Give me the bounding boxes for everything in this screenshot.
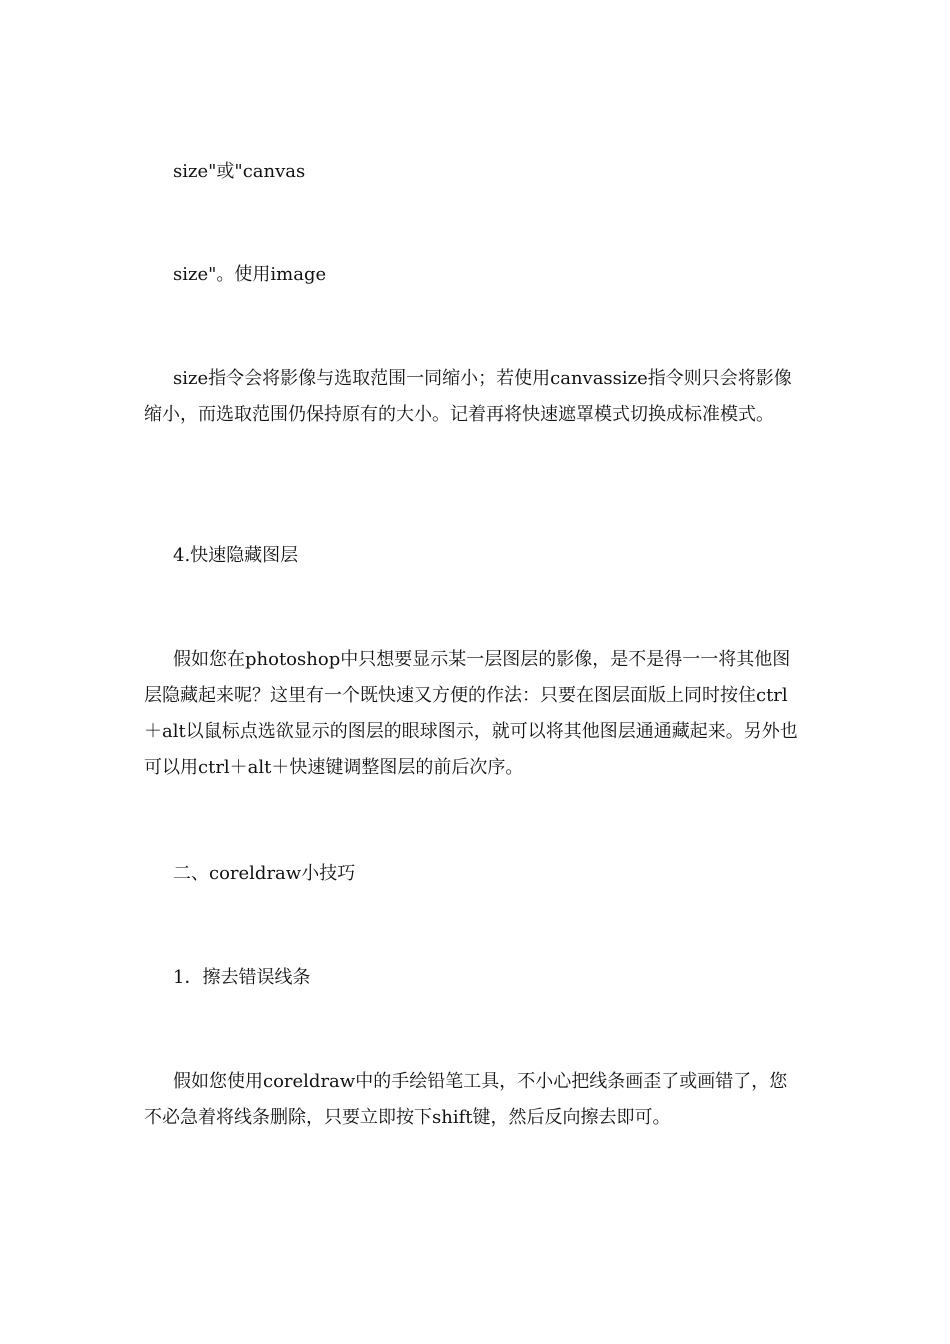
paragraph-size-command: size指令会将影像与选取范围一同缩小；若使用canvassize指令则只会将影像缩小，而选取范围仍保持原有的大小。记着再将快速遮罩模式切换成标准模式。	[144, 368, 792, 425]
paragraph-hide-layers: 假如您在photoshop中只想要显示某一层图层的影像，是不是得一一将其他图层隐藏起来呢？这里有一个既快速又方便的作法：只要在图层面版上同时按住ctrl＋alt以鼠标点选欲显示的图层的眼球图示，就可以将其他图层通通藏起来。另外也可以用ctrl＋alt＋快速键调整图层的前后次序。	[144, 649, 798, 778]
paragraph-erase-lines: 假如您使用coreldraw中的手绘铅笔工具，不小心把线条画歪了或画错了，您不必急着将线条删除，只要立即按下shift键，然后反向擦去即可。	[144, 1071, 788, 1128]
section-heading-hide-layers: 4.快速隐藏图层	[173, 545, 299, 566]
section-heading-coreldraw-tips: 二、coreldraw小技巧	[173, 863, 356, 884]
section-heading-erase-lines: 1．擦去错误线条	[173, 967, 311, 988]
paragraph-use-image: size"。使用image	[173, 264, 327, 285]
paragraph-size-or-canvas: size"或"canvas	[173, 161, 306, 182]
